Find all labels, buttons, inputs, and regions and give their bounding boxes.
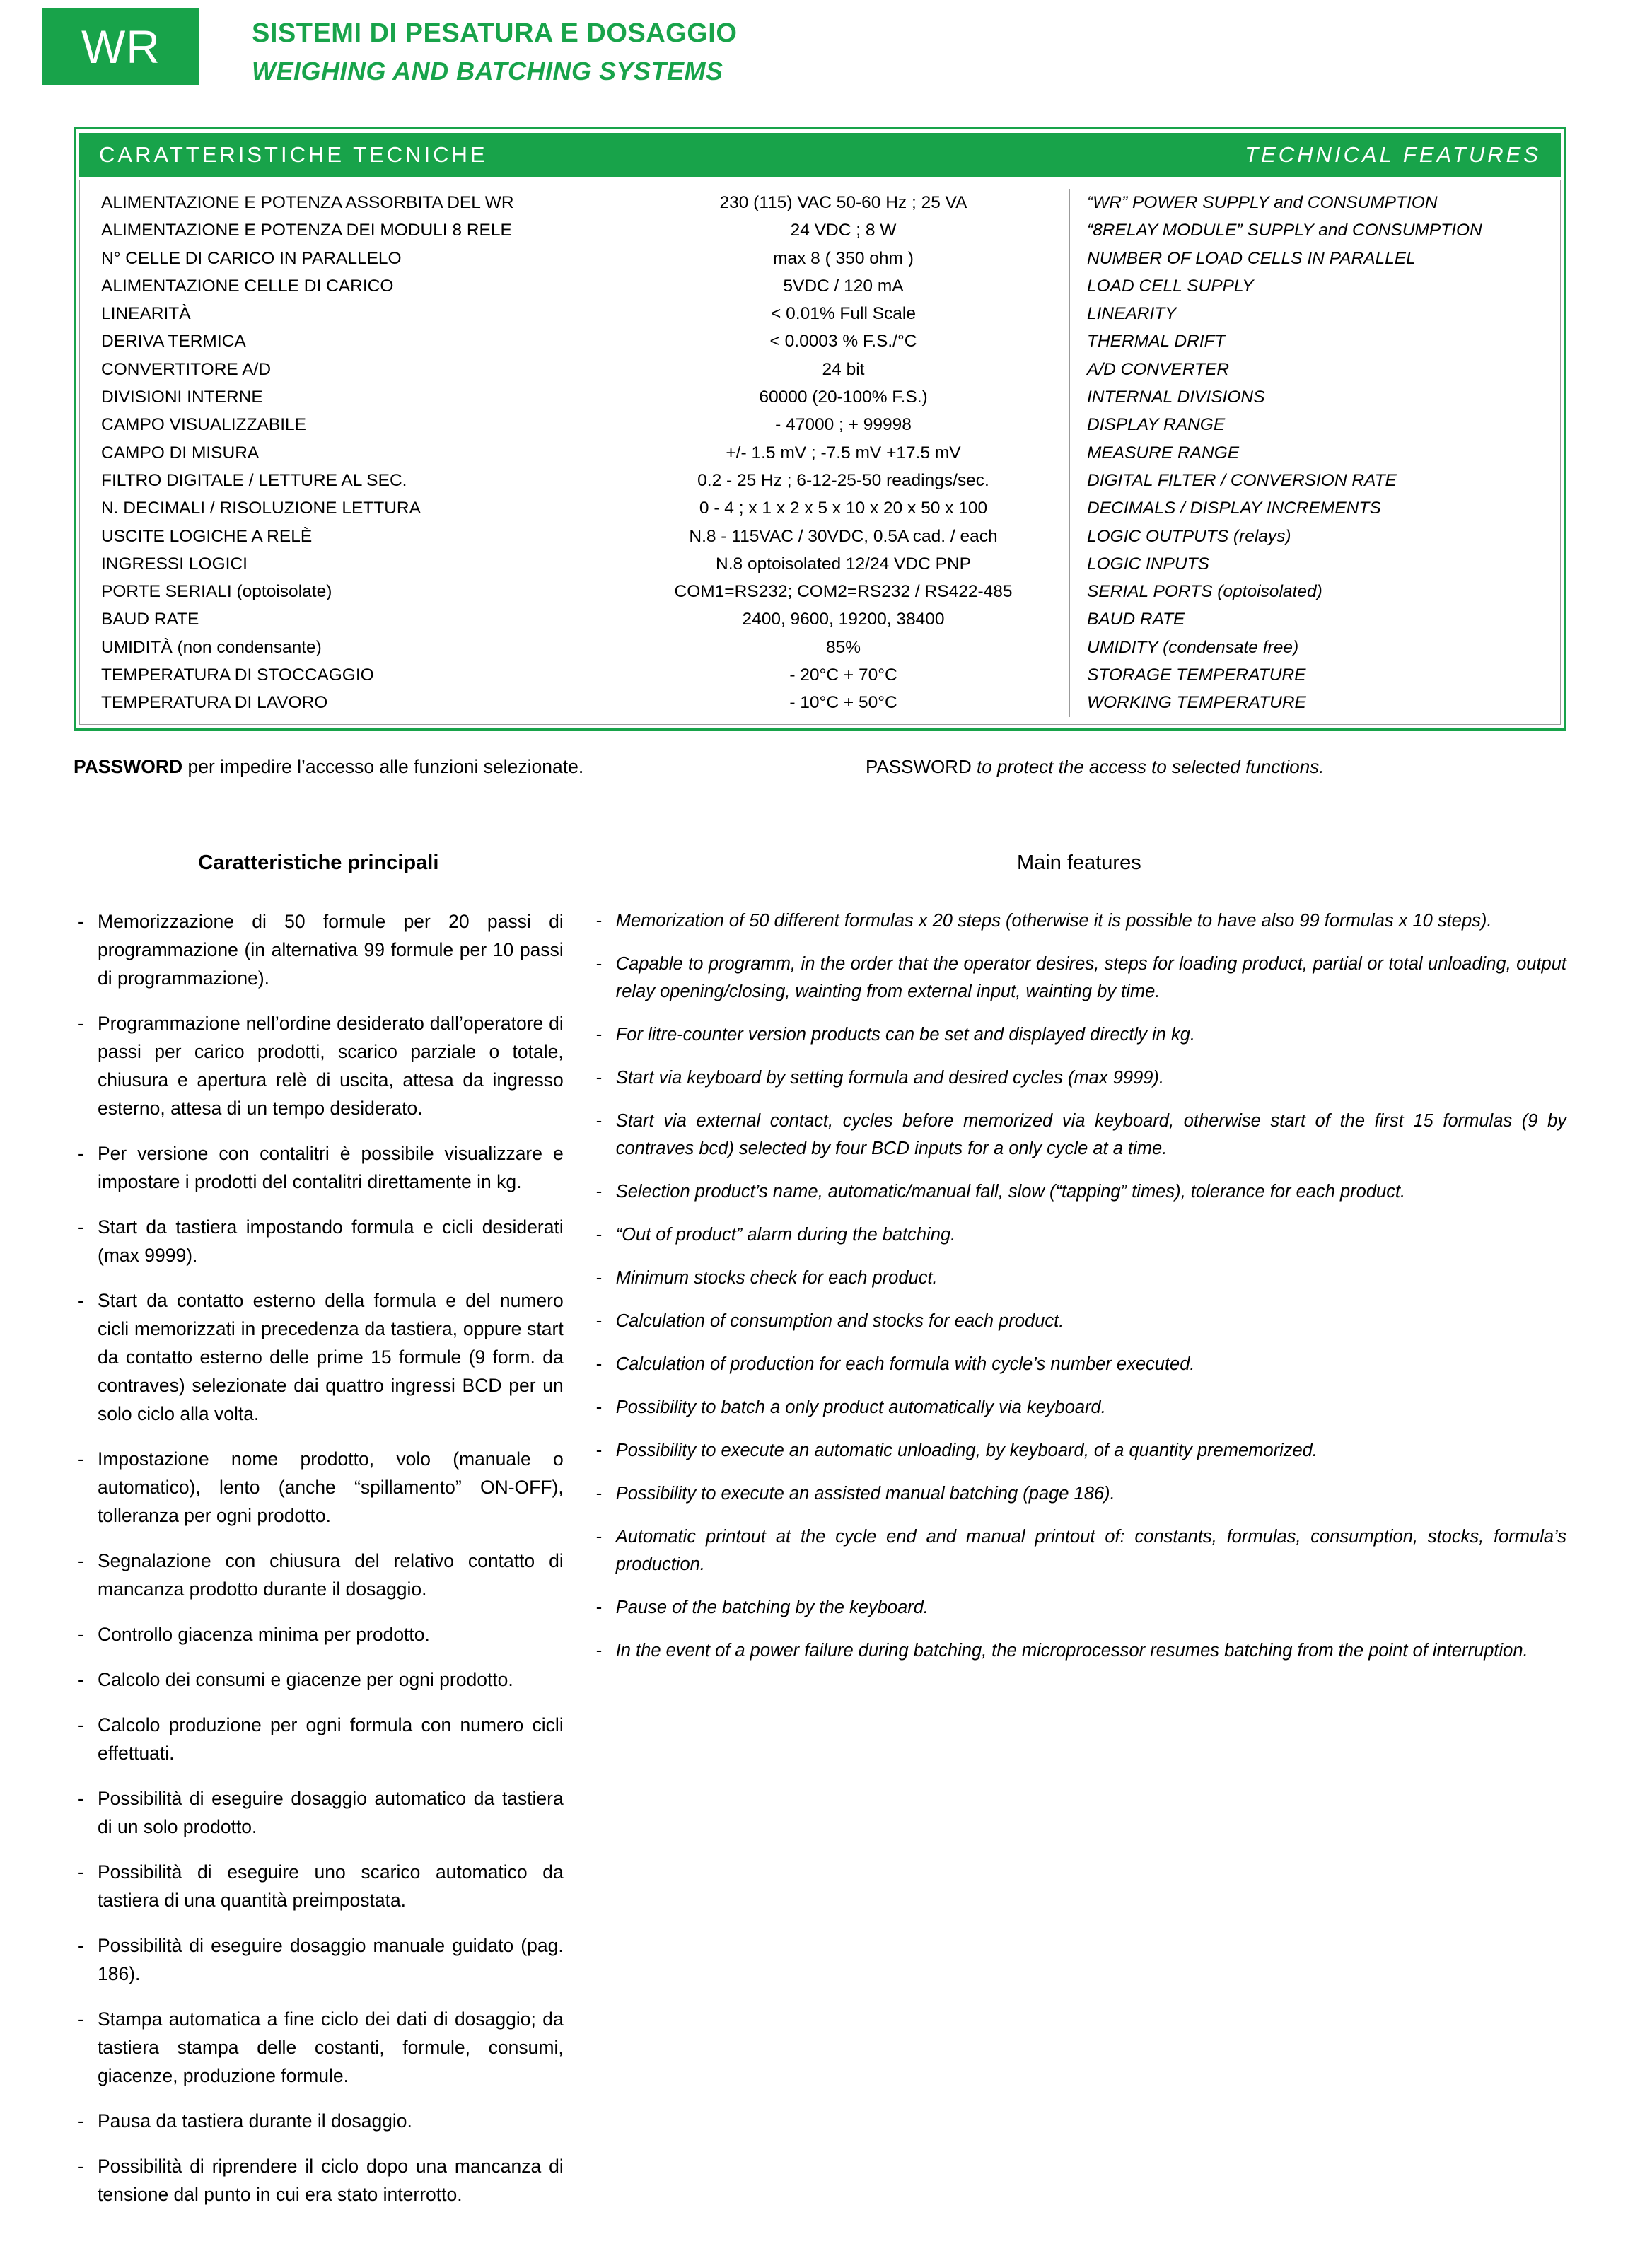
table-row-label-en: INTERNAL DIVISIONS	[1087, 388, 1265, 407]
features-title-en: Main features	[1017, 851, 1141, 874]
table-row-value: 24 bit	[822, 359, 865, 379]
table-row-label-en: NUMBER OF LOAD CELLS IN PARALLEL	[1087, 248, 1416, 268]
table-row-label-en: STORAGE TEMPERATURE	[1087, 665, 1306, 685]
table-row-value: < 0.01% Full Scale	[771, 304, 916, 324]
main-features-section	[74, 851, 1566, 2226]
table-row-value: N.8 optoisolated 12/24 VDC PNP	[716, 554, 971, 574]
feature-list-item-en: - “Out of product” alarm during the batching.	[592, 1221, 1566, 1249]
table-column-it	[80, 189, 617, 717]
feature-list-item-it: - Possibilità di eseguire dosaggio manuale guidato (pag. 186).	[74, 1931, 564, 1988]
table-row-label-en: SERIAL PORTS (optoisolated)	[1087, 582, 1322, 602]
feature-list-item-en: - Automatic printout at the cycle end and manual printout of: constants, formulas, consumption, stocks, formula’s production.	[592, 1523, 1566, 1578]
feature-list-item-it: - Segnalazione con chiusura del relativo contatto di mancanza prodotto durante il dosaggio.	[74, 1547, 564, 1603]
table-row-label-it: TEMPERATURA DI LAVORO	[101, 693, 328, 713]
table-row-value: - 20°C + 70°C	[789, 665, 897, 685]
feature-list-item-en: - Calculation of production for each formula with cycle’s number executed.	[592, 1351, 1566, 1378]
feature-list-item-it: - Impostazione nome prodotto, volo (manuale o automatico), lento (anche “spillamento” ON-OFF), tolleranza per ogni prodotto.	[74, 1445, 564, 1530]
table-row-value: +/- 1.5 mV ; -7.5 mV +17.5 mV	[726, 443, 961, 463]
table-row-label-it: ALIMENTAZIONE E POTENZA ASSORBITA DEL WR	[101, 193, 514, 212]
feature-list-item-en: - Possibility to execute an assisted manual batching (page 186).	[592, 1480, 1566, 1508]
table-row-label-it: N. DECIMALI / RISOLUZIONE LETTURA	[101, 499, 421, 518]
feature-list-item-en: - For litre-counter version products can be set and displayed directly in kg.	[592, 1021, 1566, 1049]
features-list-it	[74, 907, 564, 2209]
table-row-label-it: INGRESSI LOGICI	[101, 554, 248, 574]
feature-list-item-en: - In the event of a power failure during batching, the microprocessor resumes batching from the point of interruption.	[592, 1637, 1566, 1665]
table-row-value: < 0.0003 % F.S./°C	[769, 332, 917, 351]
feature-list-item-en: - Minimum stocks check for each product.	[592, 1264, 1566, 1292]
table-row-label-en: WORKING TEMPERATURE	[1087, 693, 1306, 713]
table-row-label-it: UMIDITÀ (non condensante)	[101, 637, 322, 657]
feature-list-item-en: - Calculation of consumption and stocks for each product.	[592, 1308, 1566, 1335]
features-list-en	[592, 907, 1566, 1665]
table-row-label-it: TEMPERATURA DI STOCCAGGIO	[101, 665, 374, 685]
feature-list-item-en: - Start via external contact, cycles before memorized via keyboard, otherwise start of the first 15 formulas (9 by contraves bcd) selected by four BCD inputs for a only cycle at a time.	[592, 1107, 1566, 1163]
feature-list-item-en: - Possibility to batch a only product automatically via keyboard.	[592, 1394, 1566, 1421]
feature-list-item-it: - Pausa da tastiera durante il dosaggio.	[74, 2107, 564, 2135]
feature-list-item-it: - Possibilità di eseguire uno scarico automatico da tastiera di una quantità preimpostata.	[74, 1858, 564, 1914]
table-row-label-en: LINEARITY	[1087, 304, 1177, 324]
table-row-label-en: UMIDITY (condensate free)	[1087, 637, 1299, 657]
table-row-label-en: “WR” POWER SUPPLY and CONSUMPTION	[1087, 193, 1438, 212]
table-row-label-it: PORTE SERIALI (optoisolate)	[101, 582, 332, 602]
feature-list-item-en: - Memorization of 50 different formulas x 20 steps (otherwise it is possible to have also 99 formulas x 10 steps).	[592, 907, 1566, 935]
feature-list-item-en: - Capable to programm, in the order that the operator desires, steps for loading product, partial or total unloading, output relay opening/closing, wainting from external input, wainting by time.	[592, 950, 1566, 1006]
table-row-label-it: ALIMENTAZIONE CELLE DI CARICO	[101, 276, 394, 296]
feature-list-item-it: - Stampa automatica a fine ciclo dei dati di dosaggio; da tastiera stampa delle costanti, formule, consumi, giacenze, produzione formule.	[74, 2005, 564, 2090]
feature-list-item-it: - Start da contatto esterno della formula e del numero cicli memorizzati in precedenza da tastiera, oppure start da contatto esterno delle prime 15 formule (9 form. da contraves) selezionate dai quattro ingressi BCD per un solo ciclo alla volta.	[74, 1286, 564, 1428]
feature-list-item-it: - Start da tastiera impostando formula e cicli desiderati (max 9999).	[74, 1213, 564, 1269]
password-note	[74, 756, 1566, 778]
table-row-label-en: DIGITAL FILTER / CONVERSION RATE	[1087, 470, 1397, 490]
table-row-value: 0 - 4 ; x 1 x 2 x 5 x 10 x 20 x 50 x 100	[699, 499, 988, 518]
table-row-label-it: DIVISIONI INTERNE	[101, 388, 263, 407]
table-row-label-it: FILTRO DIGITALE / LETTURE AL SEC.	[101, 470, 407, 490]
table-row-value: 0.2 - 25 Hz ; 6-12-25-50 readings/sec.	[697, 470, 989, 490]
table-row-label-en: LOGIC INPUTS	[1087, 554, 1209, 574]
features-title-it: Caratteristiche principali	[198, 851, 439, 874]
table-row-value: N.8 - 115VAC / 30VDC, 0.5A cad. / each	[689, 526, 998, 546]
table-row-value: 2400, 9600, 19200, 38400	[742, 610, 945, 629]
feature-list-item-it: - Calcolo dei consumi e giacenze per ogni prodotto.	[74, 1665, 564, 1694]
table-row-value: 85%	[825, 637, 861, 657]
table-row-label-it: BAUD RATE	[101, 610, 199, 629]
table-row-label-it: N° CELLE DI CARICO IN PARALLELO	[101, 248, 402, 268]
table-row-label-en: BAUD RATE	[1087, 610, 1185, 629]
table-header-it: CARATTERISTICHE TECNICHE	[99, 142, 488, 167]
password-note-it	[74, 756, 866, 778]
password-note-en	[866, 756, 1566, 778]
feature-list-item-en: - Possibility to execute an automatic unloading, by keyboard, of a quantity prememorized.	[592, 1437, 1566, 1465]
table-header	[79, 133, 1561, 177]
table-row-label-en: “8RELAY MODULE” SUPPLY and CONSUMPTION	[1087, 221, 1482, 240]
table-column-values	[617, 189, 1070, 717]
password-label-en: PASSWORD	[866, 755, 972, 777]
table-row-value: 60000 (20-100% F.S.)	[759, 388, 928, 407]
page-header	[0, 0, 1640, 113]
table-row-value: 24 VDC ; 8 W	[790, 221, 897, 240]
table-row-label-it: ALIMENTAZIONE E POTENZA DEI MODULI 8 RELE	[101, 221, 512, 240]
features-column-en	[592, 851, 1566, 2226]
page-title-en: WEIGHING AND BATCHING SYSTEMS	[252, 56, 723, 86]
table-body	[79, 180, 1561, 725]
table-row-label-it: USCITE LOGICHE A RELÈ	[101, 526, 313, 546]
table-row-label-en: A/D CONVERTER	[1087, 359, 1230, 379]
feature-list-item-it: - Per versione con contalitri è possibile visualizzare e impostare i prodotti del contalitri direttamente in kg.	[74, 1139, 564, 1196]
table-row-label-it: CONVERTITORE A/D	[101, 359, 272, 379]
feature-list-item-it: - Possibilità di eseguire dosaggio automatico da tastiera di un solo prodotto.	[74, 1784, 564, 1841]
feature-list-item-en: - Start via keyboard by setting formula and desired cycles (max 9999).	[592, 1064, 1566, 1092]
feature-list-item-it: - Calcolo produzione per ogni formula con numero cicli effettuati.	[74, 1711, 564, 1767]
password-label-it: PASSWORD	[74, 755, 183, 777]
header-titles	[252, 17, 737, 88]
table-row-label-en: LOAD CELL SUPPLY	[1087, 276, 1254, 296]
wr-logo	[42, 8, 199, 85]
page-title-it: SISTEMI DI PESATURA E DOSAGGIO	[252, 18, 738, 48]
table-row-label-en: THERMAL DRIFT	[1087, 332, 1226, 351]
table-column-en	[1070, 189, 1560, 717]
table-row-value: - 10°C + 50°C	[789, 693, 897, 713]
logo-text: WR	[81, 21, 161, 73]
table-row-label-it: CAMPO DI MISURA	[101, 443, 260, 463]
table-row-label-en: DECIMALS / DISPLAY INCREMENTS	[1087, 499, 1381, 518]
table-row-value: max 8 ( 350 ohm )	[773, 248, 914, 268]
feature-list-item-it: - Memorizzazione di 50 formule per 20 passi di programmazione (in alternativa 99 formule per 10 passi di programmazione).	[74, 907, 564, 992]
table-row-label-en: LOGIC OUTPUTS (relays)	[1087, 526, 1291, 546]
features-column-it	[74, 851, 592, 2226]
table-row-label-it: CAMPO VISUALIZZABILE	[101, 415, 306, 435]
table-header-en: TECHNICAL FEATURES	[1245, 142, 1541, 167]
feature-list-item-en: - Selection product’s name, automatic/manual fall, slow (“tapping” times), tolerance for each product.	[592, 1178, 1566, 1206]
table-row-label-en: DISPLAY RANGE	[1087, 415, 1226, 435]
table-row-value: 230 (115) VAC 50-60 Hz ; 25 VA	[719, 193, 967, 212]
table-row-label-it: DERIVA TERMICA	[101, 332, 246, 351]
feature-list-item-it: - Controllo giacenza minima per prodotto.	[74, 1620, 564, 1648]
feature-list-item-it: - Possibilità di riprendere il ciclo dopo una mancanza di tensione dal punto in cui era stato interrotto.	[74, 2152, 564, 2209]
password-text-it: per impedire l’accesso alle funzioni selezionate.	[182, 755, 584, 777]
feature-list-item-it: - Programmazione nell’ordine desiderato dall’operatore di passi per carico prodotti, scarico parziale o totale, chiusura e apertura relè di uscita, attesa da ingresso esterno, attesa di un tempo desiderato.	[74, 1009, 564, 1122]
technical-features-table	[74, 127, 1566, 731]
feature-list-item-en: - Pause of the batching by the keyboard.	[592, 1594, 1566, 1622]
table-row-value: 5VDC / 120 mA	[783, 276, 904, 296]
table-row-label-en: MEASURE RANGE	[1087, 443, 1240, 463]
password-text-en: to protect the access to selected functions.	[971, 755, 1325, 777]
table-row-value: COM1=RS232; COM2=RS232 / RS422-485	[674, 582, 1013, 602]
table-row-value: - 47000 ; + 99998	[775, 415, 912, 435]
table-row-label-it: LINEARITÀ	[101, 304, 191, 324]
